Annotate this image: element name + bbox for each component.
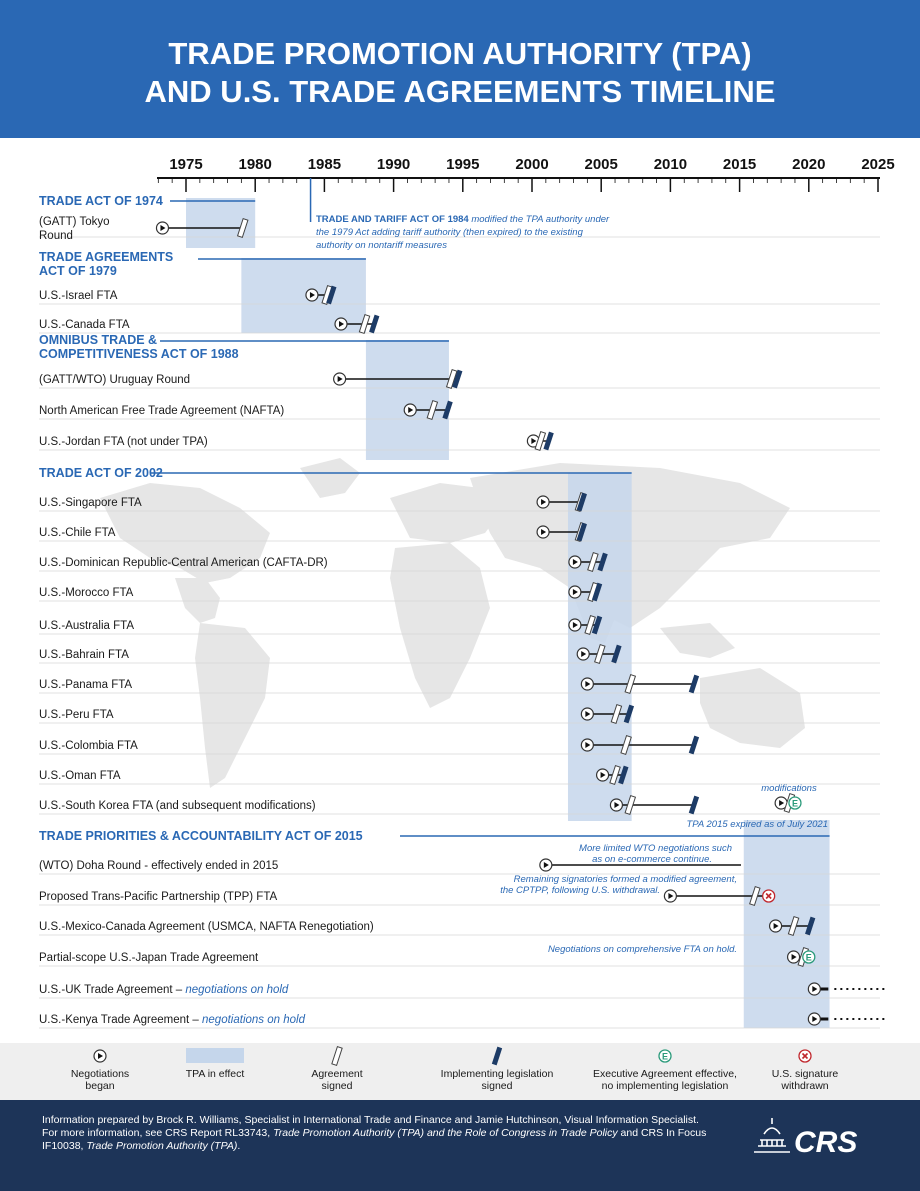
negotiations-began-icon — [94, 1050, 106, 1062]
x-axis-tick-label: 2005 — [584, 156, 618, 173]
executive-e-glyph: E — [791, 798, 798, 809]
agreement-label: U.S.-Colombia FTA — [39, 740, 138, 752]
negotiations-began-icon — [770, 920, 782, 932]
negotiations-began-icon — [540, 859, 552, 871]
executive-agreement-icon — [803, 951, 815, 963]
footer — [0, 1100, 920, 1191]
x-axis-tick-label: 2015 — [722, 156, 757, 173]
x-axis-tick-label: 2000 — [515, 156, 549, 173]
executive-e-glyph: E — [661, 1051, 669, 1062]
section-header-label: TRADE ACT OF 2002 — [39, 466, 163, 480]
legend-label: no implementing legislation — [601, 1080, 729, 1092]
negotiations-began-icon — [581, 678, 593, 690]
agreement-row — [39, 887, 880, 906]
x-axis-tick-label: 1975 — [169, 156, 203, 173]
page-title-line-1: TRADE PROMOTION AUTHORITY (TPA) — [168, 36, 752, 71]
tpa-period-bar — [241, 258, 366, 333]
agreement-label: (GATT) Tokyo — [39, 216, 110, 228]
agreement-label: U.S.-Chile FTA — [39, 527, 116, 539]
section-header-label: OMNIBUS TRADE & — [39, 333, 158, 347]
x-axis-tick-label: 1980 — [238, 156, 272, 173]
footer-line-2a: For more information, see CRS Report RL33743, — [42, 1127, 274, 1139]
annotation-modifications: modifications — [761, 783, 817, 794]
footer-credits — [42, 1114, 752, 1153]
crs-logo — [752, 1110, 882, 1180]
legend-item — [772, 1050, 839, 1092]
agreement-row — [39, 794, 880, 815]
legend-label: began — [85, 1080, 115, 1092]
legend-item — [593, 1050, 737, 1092]
annotation-tpa-expired: TPA 2015 expired as of July 2021 — [686, 819, 828, 830]
agreement-label: U.S.-Oman FTA — [39, 770, 121, 782]
section-header-label: TRADE PRIORITIES & ACCOUNTABILITY ACT OF 2015 — [39, 829, 363, 843]
legend-item — [71, 1050, 129, 1092]
x-axis-tick-label: 1985 — [307, 156, 342, 173]
x-axis-tick-label: 2025 — [861, 156, 895, 173]
x-axis-tick-label: 1995 — [446, 156, 480, 173]
negotiations-began-icon — [306, 289, 318, 301]
executive-agreement-icon — [659, 1050, 671, 1062]
negotiations-began-icon — [597, 769, 609, 781]
legend-item — [186, 1048, 245, 1080]
annotation-1984-act: TRADE AND TARIFF ACT OF 1984 modified the TPA authority under — [316, 214, 610, 225]
timeline-chart — [0, 138, 920, 1043]
agreement-label: (WTO) Doha Round - effectively ended in 2015 — [39, 860, 279, 872]
agreement-label: U.S.-Peru FTA — [39, 709, 114, 721]
negotiations-began-icon — [569, 619, 581, 631]
footer-line-1: Information prepared by Brock R. Williams, Specialist in International Trade and Finance and Jamie Hutchinson, Visual Information Specialist. — [42, 1114, 699, 1126]
agreement-signed-icon — [332, 1047, 342, 1066]
agreement-label: U.S.-Mexico-Canada Agreement (USMCA, NAFTA Renegotiation) — [39, 921, 374, 933]
agreement-label: U.S.-Morocco FTA — [39, 587, 134, 599]
legend-label: withdrawn — [781, 1080, 829, 1092]
executive-agreement-icon — [789, 797, 801, 809]
footer-infocus-title: Trade Promotion Authority (TPA) — [86, 1140, 238, 1152]
agreement-label: U.S.-Bahrain FTA — [39, 649, 129, 661]
agreement-label: U.S.-Jordan FTA (not under TPA) — [39, 436, 208, 448]
annotation-wto-line-1: More limited WTO negotiations such — [579, 843, 732, 854]
negotiations-began-icon — [335, 318, 347, 330]
negotiations-began-icon — [569, 556, 581, 568]
agreement-label: U.S.-South Korea FTA (and subsequent modifications) — [39, 800, 316, 812]
footer-line-3c: . — [237, 1140, 241, 1152]
legend-label: Agreement — [311, 1068, 363, 1080]
footer-report-title: Trade Promotion Authority (TPA) and the Role of Congress in Trade Policy — [273, 1127, 618, 1139]
negotiations-began-icon — [610, 799, 622, 811]
legend-label: Implementing legislation — [440, 1068, 554, 1080]
negotiations-began-icon — [537, 526, 549, 538]
negotiations-began-icon — [334, 373, 346, 385]
agreement-label: U.S.-Singapore FTA — [39, 497, 142, 509]
section-header-label: ACT OF 1979 — [39, 264, 117, 278]
section-header-label: COMPETITIVENESS ACT OF 1988 — [39, 347, 239, 361]
negotiations-began-icon — [537, 496, 549, 508]
negotiations-began-icon — [808, 983, 820, 995]
annotation-wto-line-2: as on e-commerce continue. — [592, 854, 712, 865]
x-axis-tick-label: 2010 — [653, 156, 688, 173]
tpa-period-bar — [366, 340, 449, 460]
agreement-label: North American Free Trade Agreement (NAFTA) — [39, 405, 285, 417]
page-title-line-2: AND U.S. TRADE AGREEMENTS TIMELINE — [144, 74, 776, 109]
agreement-label: Partial-scope U.S.-Japan Trade Agreement — [39, 952, 259, 964]
section-header-label: TRADE AGREEMENTS — [39, 250, 174, 264]
crs-logo-text: CRS — [794, 1126, 858, 1159]
agreement-row — [39, 315, 880, 334]
agreement-row — [39, 432, 880, 451]
legend-label: TPA in effect — [185, 1068, 245, 1080]
agreement-row — [39, 766, 880, 785]
section-header-label: TRADE ACT OF 1974 — [39, 194, 163, 208]
negotiations-began-icon — [581, 708, 593, 720]
tpa-period-bar — [744, 820, 830, 1028]
negotiations-began-icon — [577, 648, 589, 660]
negotiations-began-icon — [808, 1013, 820, 1025]
implementing-legislation-icon — [492, 1047, 502, 1066]
annotation-1984-act-line-3: authority on nontariff measures — [316, 240, 447, 251]
agreement-label: Round — [39, 230, 73, 242]
negotiations-began-icon — [788, 951, 800, 963]
annotation-cptpp-line-2: the CPTPP, following U.S. withdrawal. — [500, 885, 660, 896]
annotation-1984-act-line-2: the 1979 Act adding tariff authority (then expired) to the existing — [316, 227, 583, 238]
legend — [0, 1043, 920, 1100]
x-axis-tick-label: 2020 — [792, 156, 826, 173]
world-map-background — [100, 458, 805, 788]
agreement-label: U.S.-Dominican Republic-Central American (CAFTA-DR) — [39, 557, 328, 569]
x-axis-tick-label: 1990 — [376, 156, 411, 173]
tpa-in-effect-swatch — [186, 1048, 244, 1063]
negotiations-began-icon — [664, 890, 676, 902]
agreement-label: U.S.-Canada FTA — [39, 319, 130, 331]
header-banner — [0, 0, 920, 138]
negotiations-began-icon — [569, 586, 581, 598]
negotiations-began-icon — [581, 739, 593, 751]
agreement-label: (GATT/WTO) Uruguay Round — [39, 374, 191, 386]
agreement-label: U.S.-Israel FTA — [39, 290, 118, 302]
legend-item — [311, 1047, 362, 1092]
agreement-row — [39, 401, 880, 420]
legend-label: signed — [321, 1080, 353, 1092]
agreement-label: U.S.-Australia FTA — [39, 620, 134, 632]
footer-line-2c: and CRS In Focus — [617, 1127, 707, 1139]
legend-label: Executive Agreement effective, — [593, 1068, 737, 1080]
annotation-cptpp-line-1: Remaining signatories formed a modified agreement, — [513, 874, 737, 885]
legend-label: signed — [481, 1080, 513, 1092]
executive-e-glyph: E — [805, 952, 812, 963]
agreement-label: U.S.-Kenya Trade Agreement – negotiations on hold — [39, 1014, 305, 1026]
signature-withdrawn-icon — [799, 1050, 811, 1062]
annotation-japan-hold: Negotiations on comprehensive FTA on hold. — [547, 944, 737, 955]
signature-withdrawn-icon — [763, 890, 775, 902]
legend-label: U.S. signature — [771, 1068, 839, 1080]
legend-item — [441, 1047, 554, 1092]
capitol-dome-icon — [754, 1118, 790, 1152]
agreement-label: U.S.-Panama FTA — [39, 679, 133, 691]
negotiations-began-icon — [156, 222, 168, 234]
agreement-row — [39, 286, 880, 305]
agreement-label: Proposed Trans-Pacific Partnership (TPP) FTA — [39, 891, 278, 903]
legend-label: Negotiations — [70, 1068, 130, 1080]
agreement-row — [39, 370, 880, 389]
agreement-label: U.S.-UK Trade Agreement – negotiations on hold — [39, 984, 289, 996]
footer-line-3a: IF10038, — [42, 1140, 87, 1152]
negotiations-began-icon — [404, 404, 416, 416]
